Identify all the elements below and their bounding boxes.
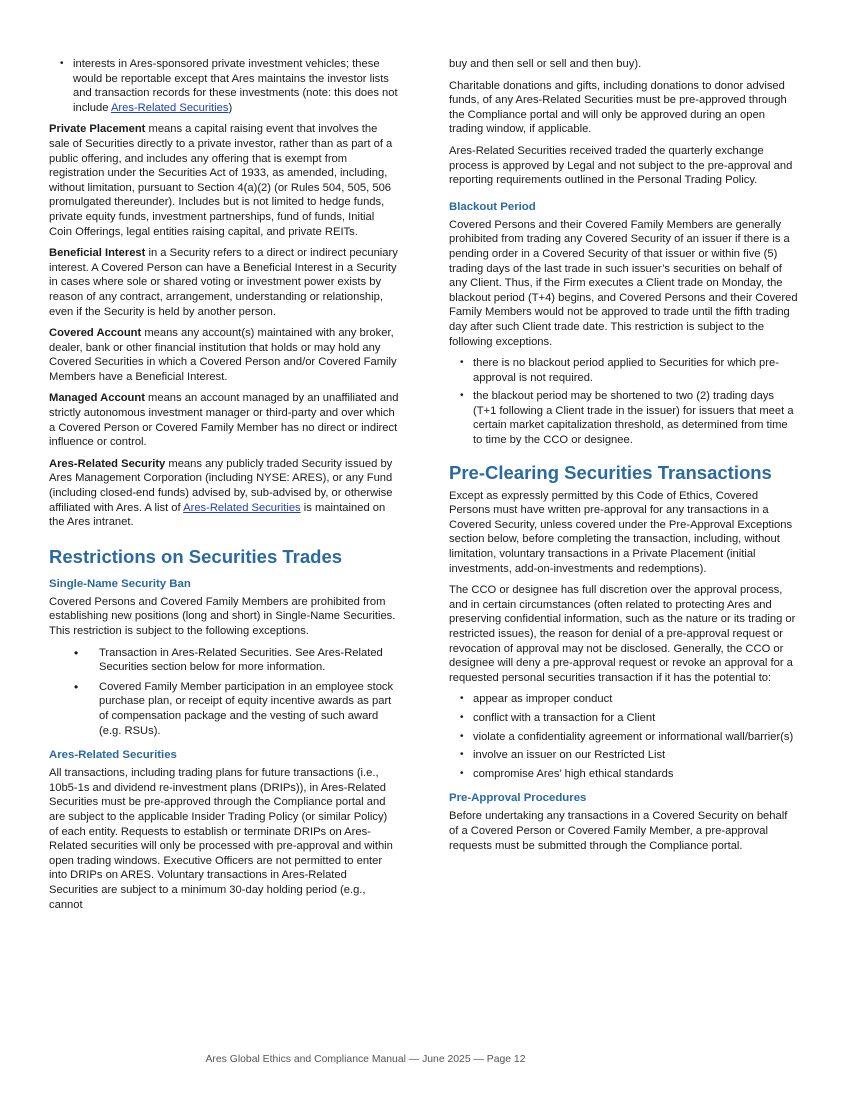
- bullet-text: compromise Ares’ high ethical standards: [473, 767, 674, 780]
- bullet-icon: •: [460, 749, 464, 761]
- list-item: [449, 692, 799, 707]
- bullet-text: appear as improper conduct: [473, 693, 613, 706]
- blackout-exceptions-list: [449, 356, 799, 448]
- definition-ares-related-security: [49, 457, 399, 530]
- bullet-text: Transaction in Ares-Related Securities. See Ares-Related Securities section below for more information.: [99, 646, 383, 674]
- list-item: [449, 748, 799, 763]
- bullet-icon: •: [460, 730, 464, 742]
- section-heading-pre-clearing: Pre-Clearing Securities Transactions: [449, 461, 772, 483]
- right-column: [449, 57, 799, 860]
- cco-paragraph: The CCO or designee has full discretion over the approval process, and in certain circumstances (often related to protecting Ares and preserving confidential information, such as the nature or its trading or restricted issues), the reason for denial of a pre-approval request or revocation of approval may not be disclosed. Generally, the CCO or designee will deny a pre-approval request or revoke an approval for a requested personal securities transaction if it has the potential to:: [449, 584, 796, 684]
- subheading-pre-approval-procedures: Pre-Approval Procedures: [449, 792, 587, 805]
- list-item: [449, 730, 799, 745]
- definition-term: Beneficial Interest: [49, 247, 146, 260]
- definition-managed-account: [49, 391, 399, 449]
- subheading-single-name-ban: Single-Name Security Ban: [49, 577, 191, 590]
- definition-text-end: is maintained on the Ares intranet.: [49, 501, 386, 529]
- continuation-paragraph: buy and then sell or sell and then buy).: [449, 58, 642, 70]
- top-bullet-list: [49, 57, 399, 115]
- bullet-icon: •: [460, 693, 464, 705]
- list-item: [449, 767, 799, 782]
- received-paragraph: Ares-Related Securities received traded the quarterly exchange process is approved by Legal and not subject to the pre-approval and reporting requirements outlined in the Personal Trading Policy.: [449, 144, 793, 187]
- bullet-text: violate a confidentiality agreement or informational wall/barrier(s): [473, 730, 794, 743]
- list-item: [449, 356, 799, 385]
- section-heading-restrictions: Restrictions on Securities Trades: [49, 545, 343, 567]
- definition-beneficial-interest: [49, 246, 399, 319]
- single-name-exceptions-list: [49, 646, 399, 739]
- definition-covered-account: [49, 326, 399, 384]
- bullet-icon: •: [60, 58, 64, 69]
- bullet-icon: •: [460, 357, 464, 369]
- definition-text: in a Security refers to a direct or indirect pecuniary interest. A Covered Person can have a Beneficial Interest in a Security in cases where sole or shared voting or investment power exists by reason of any contract, arrangement, understanding or relationship, even if the Security is held by another person.: [49, 247, 398, 318]
- ares-related-securities-link[interactable]: Ares-Related Securities: [110, 101, 229, 114]
- blackout-paragraph: Covered Persons and their Covered Family Members are generally prohibited from trading any Covered Security of an issuer if there is a pending order in a Covered Security of that issuer or within five (5) trading days of the last trade in such issuer’s securities on behalf of any Client. Thus, if the Firm executes a Client trade on Monday, the blackout period (T+4) begins, and Covered Persons and their Covered Family Members would not be approved to trade until the fifth trading day after such Client trade date. This restriction is subject to the following exceptions.: [449, 218, 798, 348]
- bullet-text: Covered Family Member participation in an employee stock purchase plan, or receipt of equity incentive awards as part of compensation package and the vesting of such award (e.g. RSUs).: [99, 680, 394, 737]
- list-item: [449, 389, 799, 447]
- list-item: [449, 711, 799, 726]
- bullet-icon: •: [460, 711, 464, 723]
- bullet-icon: •: [74, 645, 79, 660]
- subheading-blackout-period: Blackout Period: [449, 200, 536, 213]
- definition-text: means any account(s) maintained with any broker, dealer, bank or other financial institution that holds or may hold any Covered Securities in which a Covered Person and/or Covered Family Members have a Beneficial Interest.: [49, 327, 397, 383]
- definition-term: Managed Account: [49, 392, 145, 405]
- definition-term: Covered Account: [49, 327, 142, 340]
- list-item: [49, 646, 399, 675]
- bullet-text: involve an issuer on our Restricted List: [473, 749, 666, 762]
- page-footer: Ares Global Ethics and Compliance Manual — June 2025 — Page 12: [205, 1054, 526, 1065]
- single-name-paragraph: Covered Persons and Covered Family Members are prohibited from establishing new positions (long and short) in Single-Name Securities. This restriction is subject to the following exceptions.: [49, 595, 396, 637]
- ares-related-paragraph: All transactions, including trading plans for future transactions (i.e., 10b5-1s and dividend re-investment plans (DRIPs)), in Ares-Related Securities must be pre-approved through the Compliance portal and are subject to the applicable Insider Trading Policy (or similar Policy) of each entity. Requests to establish or terminate DRIPs on Ares-Related securities will only be processed with pre-approval and within open trading windows. Executive Officers are not permitted to enter into DRIPs on ARES. Voluntary transactions in Ares-Related Securities are subject to a minimum 30-day holding period (e.g., cannot: [49, 767, 393, 911]
- bullet-text: interests in Ares-sponsored private investment vehicles; these would be reportable except that Ares maintains the investor lists and transaction records for these investments (note: this does not include: [73, 58, 398, 114]
- definition-text: means any publicly traded Security issued by Ares Management Corporation (including NYSE: ARES), or any Fund (including closed-end funds) advised by, sub-advised by, or otherwise affiliated with Ares. A list of: [49, 457, 393, 514]
- bullet-text: conflict with a transaction for a Client: [473, 711, 656, 724]
- definition-term: Ares-Related Security: [49, 457, 166, 470]
- definition-text: means an account managed by an unaffiliated and strictly autonomous investment manager or third-party and over which a Covered Person or Covered Family Member has no direct or indirect influence or control.: [49, 392, 399, 449]
- definition-text: means a capital raising event that involves the sale of Securities directly to a private investor, rather than as part of a public offering, and includes any offering that is exempt from registration under the Securities Act of 1933, as amended, including, without limitation, pursuant to Section 4(a)(2) (or Rules 504, 505, 506 promulgated thereunder). Includes but is not limited to hedge funds, private equity funds, investment partnerships, fund of funds, Initial Coin Offerings, legal entities raising capital, and private REITs.: [49, 123, 393, 238]
- charitable-paragraph: Charitable donations and gifts, including donations to donor advised funds, of any Ares-Related Securities must be pre-approved through the Compliance portal and will only be approved during an open trading window, if applicable.: [449, 79, 787, 136]
- list-item: [49, 57, 399, 115]
- definition-term: Private Placement: [49, 123, 146, 136]
- bullet-icon: •: [460, 767, 464, 779]
- pre-clearing-paragraph: Except as expressly permitted by this Code of Ethics, Covered Persons must have written pre-approval for any transactions in a Covered Security, unless covered under the Pre-Approval Exceptions section below, before completing the transaction, including, without limitation, voluntary transactions in a Private Placement (initial investments, add-on-investments and redemptions).: [449, 489, 793, 575]
- left-column: [49, 57, 399, 919]
- bullet-text: there is no blackout period applied to Securities for which pre-approval is not required.: [473, 357, 779, 384]
- ares-related-securities-list-link[interactable]: Ares-Related Securities: [183, 501, 301, 514]
- definition-private-placement: [49, 122, 399, 239]
- bullet-icon: •: [74, 679, 79, 694]
- bullet-text: the blackout period may be shortened to two (2) trading days (T+1 following a Client trade in the issuer) for issuers that meet a certain market capitalization threshold, as determined from time to time by the CCO or designee.: [473, 390, 794, 447]
- bullet-icon: •: [460, 390, 464, 402]
- subheading-ares-related-securities: Ares-Related Securities: [49, 749, 177, 762]
- cco-potential-list: [449, 692, 799, 781]
- bullet-text-end: ): [228, 101, 233, 114]
- list-item: [49, 680, 399, 738]
- procedures-paragraph: Before undertaking any transactions in a Covered Security on behalf of a Covered Person or Covered Family Member, a pre-approval requests must be submitted through the Compliance portal.: [449, 810, 788, 852]
